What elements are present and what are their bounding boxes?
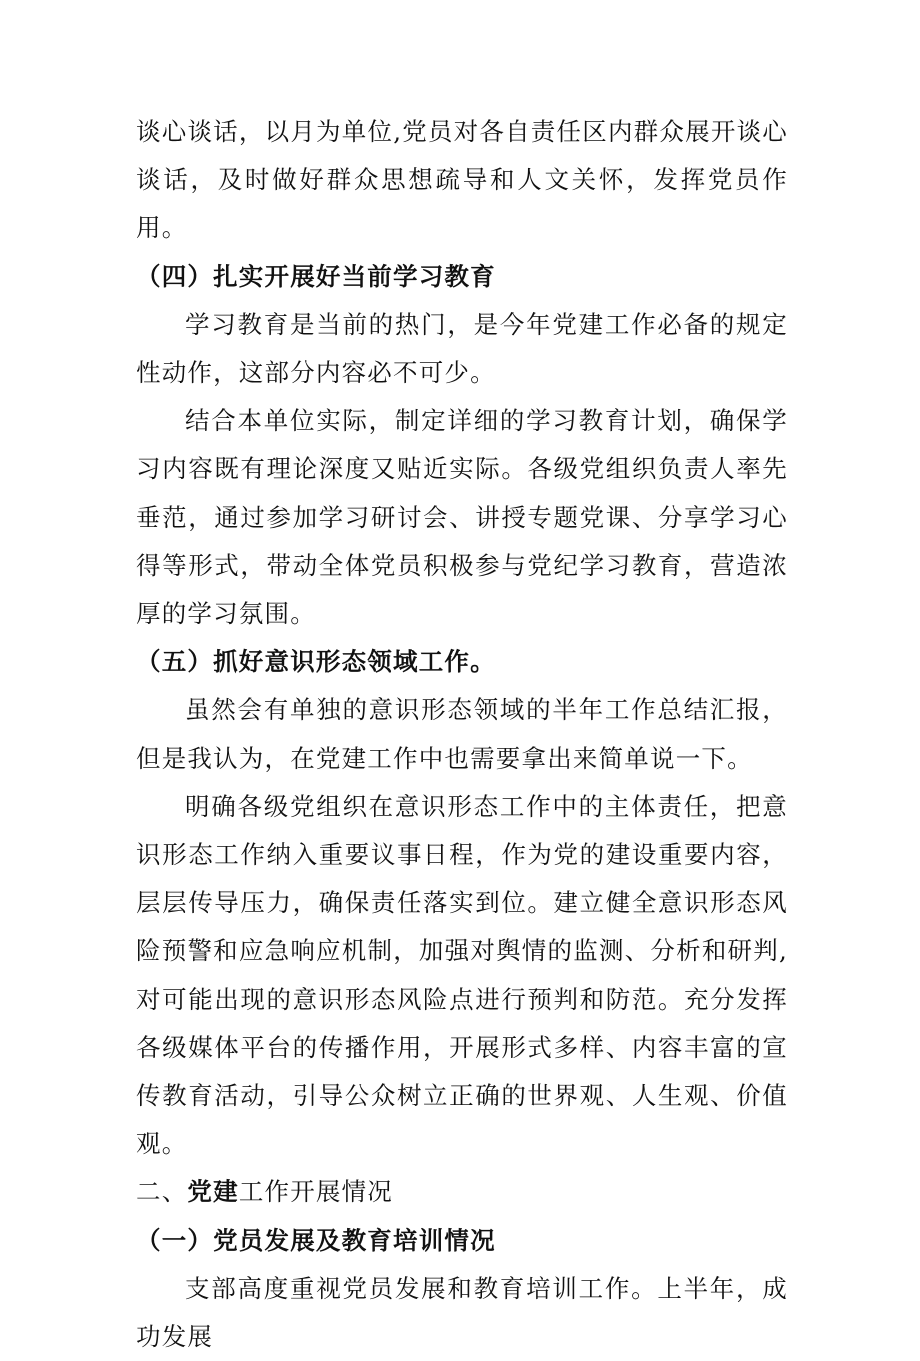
paragraph-learning-plan: 结合本单位实际，制定详细的学习教育计划，确保学习内容既有理论深度又贴近实际。各级党组织负责人率先垂范，通过参加学习研讨会、讲授专题党课、分享学习心得等形式，带动全体党员积极参与党纪学习教育，营造浓厚的学习氛围。: [136, 406, 788, 629]
heading-prefix: 二、: [136, 1177, 188, 1207]
document-body: [136, 108, 788, 1361]
paragraph-ideology-detail: 明确各级党组织在意识形态工作中的主体责任，把意识形态工作纳入重要议事日程，作为党的建设重要内容，层层传导压力，确保责任落实到位。建立健全意识形态风险预警和应急响应机制，加强对舆情的监测、分析和研判,对可能出现的意识形态风险点进行预判和防范。充分发挥各级媒体平台的传播作用，开展形式多样、内容丰富的宣传教育活动，引导公众树立正确的世界观、人生观、价值观。: [136, 791, 788, 1159]
paragraph-ideology-intro: 虽然会有单独的意识形态领域的半年工作总结汇报，但是我认为，在党建工作中也需要拿出来简单说一下。: [136, 695, 788, 773]
heading-section-2: [136, 1168, 788, 1216]
heading-suffix: 工作开展情况: [238, 1177, 394, 1207]
heading-bold-part: 党建: [187, 1177, 239, 1207]
paragraph-continuation: 谈心谈话，以月为单位,党员对各自责任区内群众展开谈心谈话，及时做好群众思想疏导和人文关怀，发挥党员作用。: [136, 117, 788, 243]
subheading-section-4: （四）扎实开展好当前学习教育: [136, 261, 496, 291]
paragraph-learning-intro: 学习教育是当前的热门，是今年党建工作必备的规定性动作，这部分内容必不可少。: [136, 309, 788, 388]
paragraph-member-development: 支部高度重视党员发展和教育培训工作。上半年，成功发展: [136, 1273, 788, 1352]
subheading-section-2-1: （一）党员发展及教育培训情况: [136, 1225, 496, 1255]
subheading-section-5: （五）抓好意识形态领域工作。: [136, 647, 496, 677]
